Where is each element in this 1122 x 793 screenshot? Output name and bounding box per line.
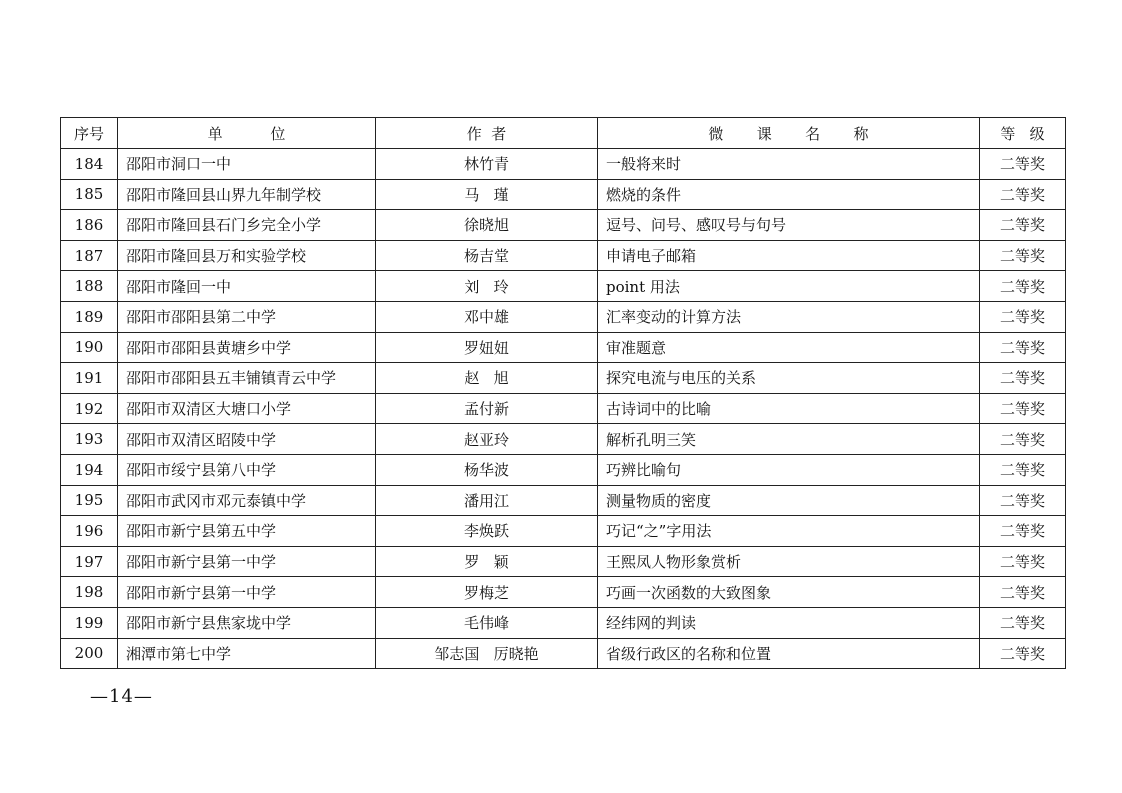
header-row <box>61 118 1066 149</box>
cell-grade: 二等奖 <box>980 424 1066 455</box>
table-row <box>61 516 1066 547</box>
cell-title: 一般将来时 <box>598 149 980 180</box>
cell-no: 191 <box>61 363 118 394</box>
cell-unit: 邵阳市武冈市邓元泰镇中学 <box>118 485 376 516</box>
cell-no: 190 <box>61 332 118 363</box>
cell-title: 测量物质的密度 <box>598 485 980 516</box>
header-no: 序号 <box>61 118 118 149</box>
cell-grade: 二等奖 <box>980 638 1066 669</box>
cell-no: 196 <box>61 516 118 547</box>
cell-author: 邓中雄 <box>376 301 598 332</box>
awards-table <box>60 117 1066 669</box>
cell-grade: 二等奖 <box>980 454 1066 485</box>
cell-grade: 二等奖 <box>980 577 1066 608</box>
table-row <box>61 240 1066 271</box>
cell-no: 185 <box>61 179 118 210</box>
cell-grade: 二等奖 <box>980 393 1066 424</box>
cell-author: 杨华波 <box>376 454 598 485</box>
cell-grade: 二等奖 <box>980 179 1066 210</box>
cell-title: 巧记“之”字用法 <box>598 516 980 547</box>
cell-title: 探究电流与电压的关系 <box>598 363 980 394</box>
cell-unit: 邵阳市绥宁县第八中学 <box>118 454 376 485</box>
cell-author: 罗梅芝 <box>376 577 598 608</box>
table-row <box>61 485 1066 516</box>
cell-unit: 湘潭市第七中学 <box>118 638 376 669</box>
table-row <box>61 577 1066 608</box>
table-row <box>61 424 1066 455</box>
cell-unit: 邵阳市新宁县第一中学 <box>118 577 376 608</box>
cell-grade: 二等奖 <box>980 363 1066 394</box>
table-row <box>61 149 1066 180</box>
header-grade: 等 级 <box>980 118 1066 149</box>
cell-author: 赵亚玲 <box>376 424 598 455</box>
cell-no: 194 <box>61 454 118 485</box>
table-header <box>61 118 1066 149</box>
cell-no: 189 <box>61 301 118 332</box>
cell-author: 马 瑾 <box>376 179 598 210</box>
header-unit: 单 位 <box>118 118 376 149</box>
page-number: —14— <box>90 686 153 707</box>
cell-no: 188 <box>61 271 118 302</box>
cell-title: point 用法 <box>598 271 980 302</box>
table-row <box>61 301 1066 332</box>
cell-author: 罗妞妞 <box>376 332 598 363</box>
cell-unit: 邵阳市洞口一中 <box>118 149 376 180</box>
cell-author: 徐晓旭 <box>376 210 598 241</box>
cell-unit: 邵阳市双清区大塘口小学 <box>118 393 376 424</box>
cell-grade: 二等奖 <box>980 210 1066 241</box>
table-row <box>61 546 1066 577</box>
cell-title: 王熙凤人物形象赏析 <box>598 546 980 577</box>
cell-author: 刘 玲 <box>376 271 598 302</box>
cell-unit: 邵阳市双清区昭陵中学 <box>118 424 376 455</box>
cell-grade: 二等奖 <box>980 485 1066 516</box>
table-row <box>61 393 1066 424</box>
cell-unit: 邵阳市邵阳县黄塘乡中学 <box>118 332 376 363</box>
cell-unit: 邵阳市隆回县石门乡完全小学 <box>118 210 376 241</box>
cell-grade: 二等奖 <box>980 271 1066 302</box>
cell-title: 燃烧的条件 <box>598 179 980 210</box>
cell-title: 省级行政区的名称和位置 <box>598 638 980 669</box>
cell-title: 巧画一次函数的大致图象 <box>598 577 980 608</box>
cell-unit: 邵阳市新宁县第五中学 <box>118 516 376 547</box>
table-row <box>61 179 1066 210</box>
cell-author: 毛伟峰 <box>376 607 598 638</box>
cell-no: 199 <box>61 607 118 638</box>
cell-unit: 邵阳市隆回一中 <box>118 271 376 302</box>
cell-author: 潘用江 <box>376 485 598 516</box>
cell-title: 审准题意 <box>598 332 980 363</box>
cell-unit: 邵阳市新宁县第一中学 <box>118 546 376 577</box>
cell-author: 林竹青 <box>376 149 598 180</box>
header-author: 作 者 <box>376 118 598 149</box>
cell-title: 古诗词中的比喻 <box>598 393 980 424</box>
cell-unit: 邵阳市邵阳县五丰铺镇青云中学 <box>118 363 376 394</box>
cell-no: 193 <box>61 424 118 455</box>
cell-unit: 邵阳市隆回县山界九年制学校 <box>118 179 376 210</box>
cell-no: 187 <box>61 240 118 271</box>
cell-grade: 二等奖 <box>980 516 1066 547</box>
cell-grade: 二等奖 <box>980 240 1066 271</box>
table-row <box>61 638 1066 669</box>
cell-no: 200 <box>61 638 118 669</box>
header-title: 微 课 名 称 <box>598 118 980 149</box>
cell-unit: 邵阳市邵阳县第二中学 <box>118 301 376 332</box>
table-row <box>61 607 1066 638</box>
cell-author: 赵 旭 <box>376 363 598 394</box>
cell-grade: 二等奖 <box>980 546 1066 577</box>
cell-title: 申请电子邮箱 <box>598 240 980 271</box>
cell-unit: 邵阳市新宁县焦家垅中学 <box>118 607 376 638</box>
table-row <box>61 210 1066 241</box>
cell-title: 汇率变动的计算方法 <box>598 301 980 332</box>
cell-no: 195 <box>61 485 118 516</box>
table-row <box>61 271 1066 302</box>
cell-no: 184 <box>61 149 118 180</box>
cell-no: 186 <box>61 210 118 241</box>
cell-no: 198 <box>61 577 118 608</box>
cell-grade: 二等奖 <box>980 301 1066 332</box>
cell-grade: 二等奖 <box>980 332 1066 363</box>
cell-title: 巧辨比喻句 <box>598 454 980 485</box>
cell-author: 李焕跃 <box>376 516 598 547</box>
table-row <box>61 332 1066 363</box>
table-row <box>61 454 1066 485</box>
cell-no: 197 <box>61 546 118 577</box>
cell-title: 解析孔明三笑 <box>598 424 980 455</box>
table-row <box>61 363 1066 394</box>
cell-author: 罗 颖 <box>376 546 598 577</box>
cell-grade: 二等奖 <box>980 149 1066 180</box>
cell-no: 192 <box>61 393 118 424</box>
cell-author: 杨吉堂 <box>376 240 598 271</box>
table-body <box>61 149 1066 669</box>
cell-grade: 二等奖 <box>980 607 1066 638</box>
cell-title: 逗号、问号、感叹号与句号 <box>598 210 980 241</box>
cell-author: 邹志国 厉晓艳 <box>376 638 598 669</box>
cell-unit: 邵阳市隆回县万和实验学校 <box>118 240 376 271</box>
cell-author: 孟付新 <box>376 393 598 424</box>
cell-title: 经纬网的判读 <box>598 607 980 638</box>
